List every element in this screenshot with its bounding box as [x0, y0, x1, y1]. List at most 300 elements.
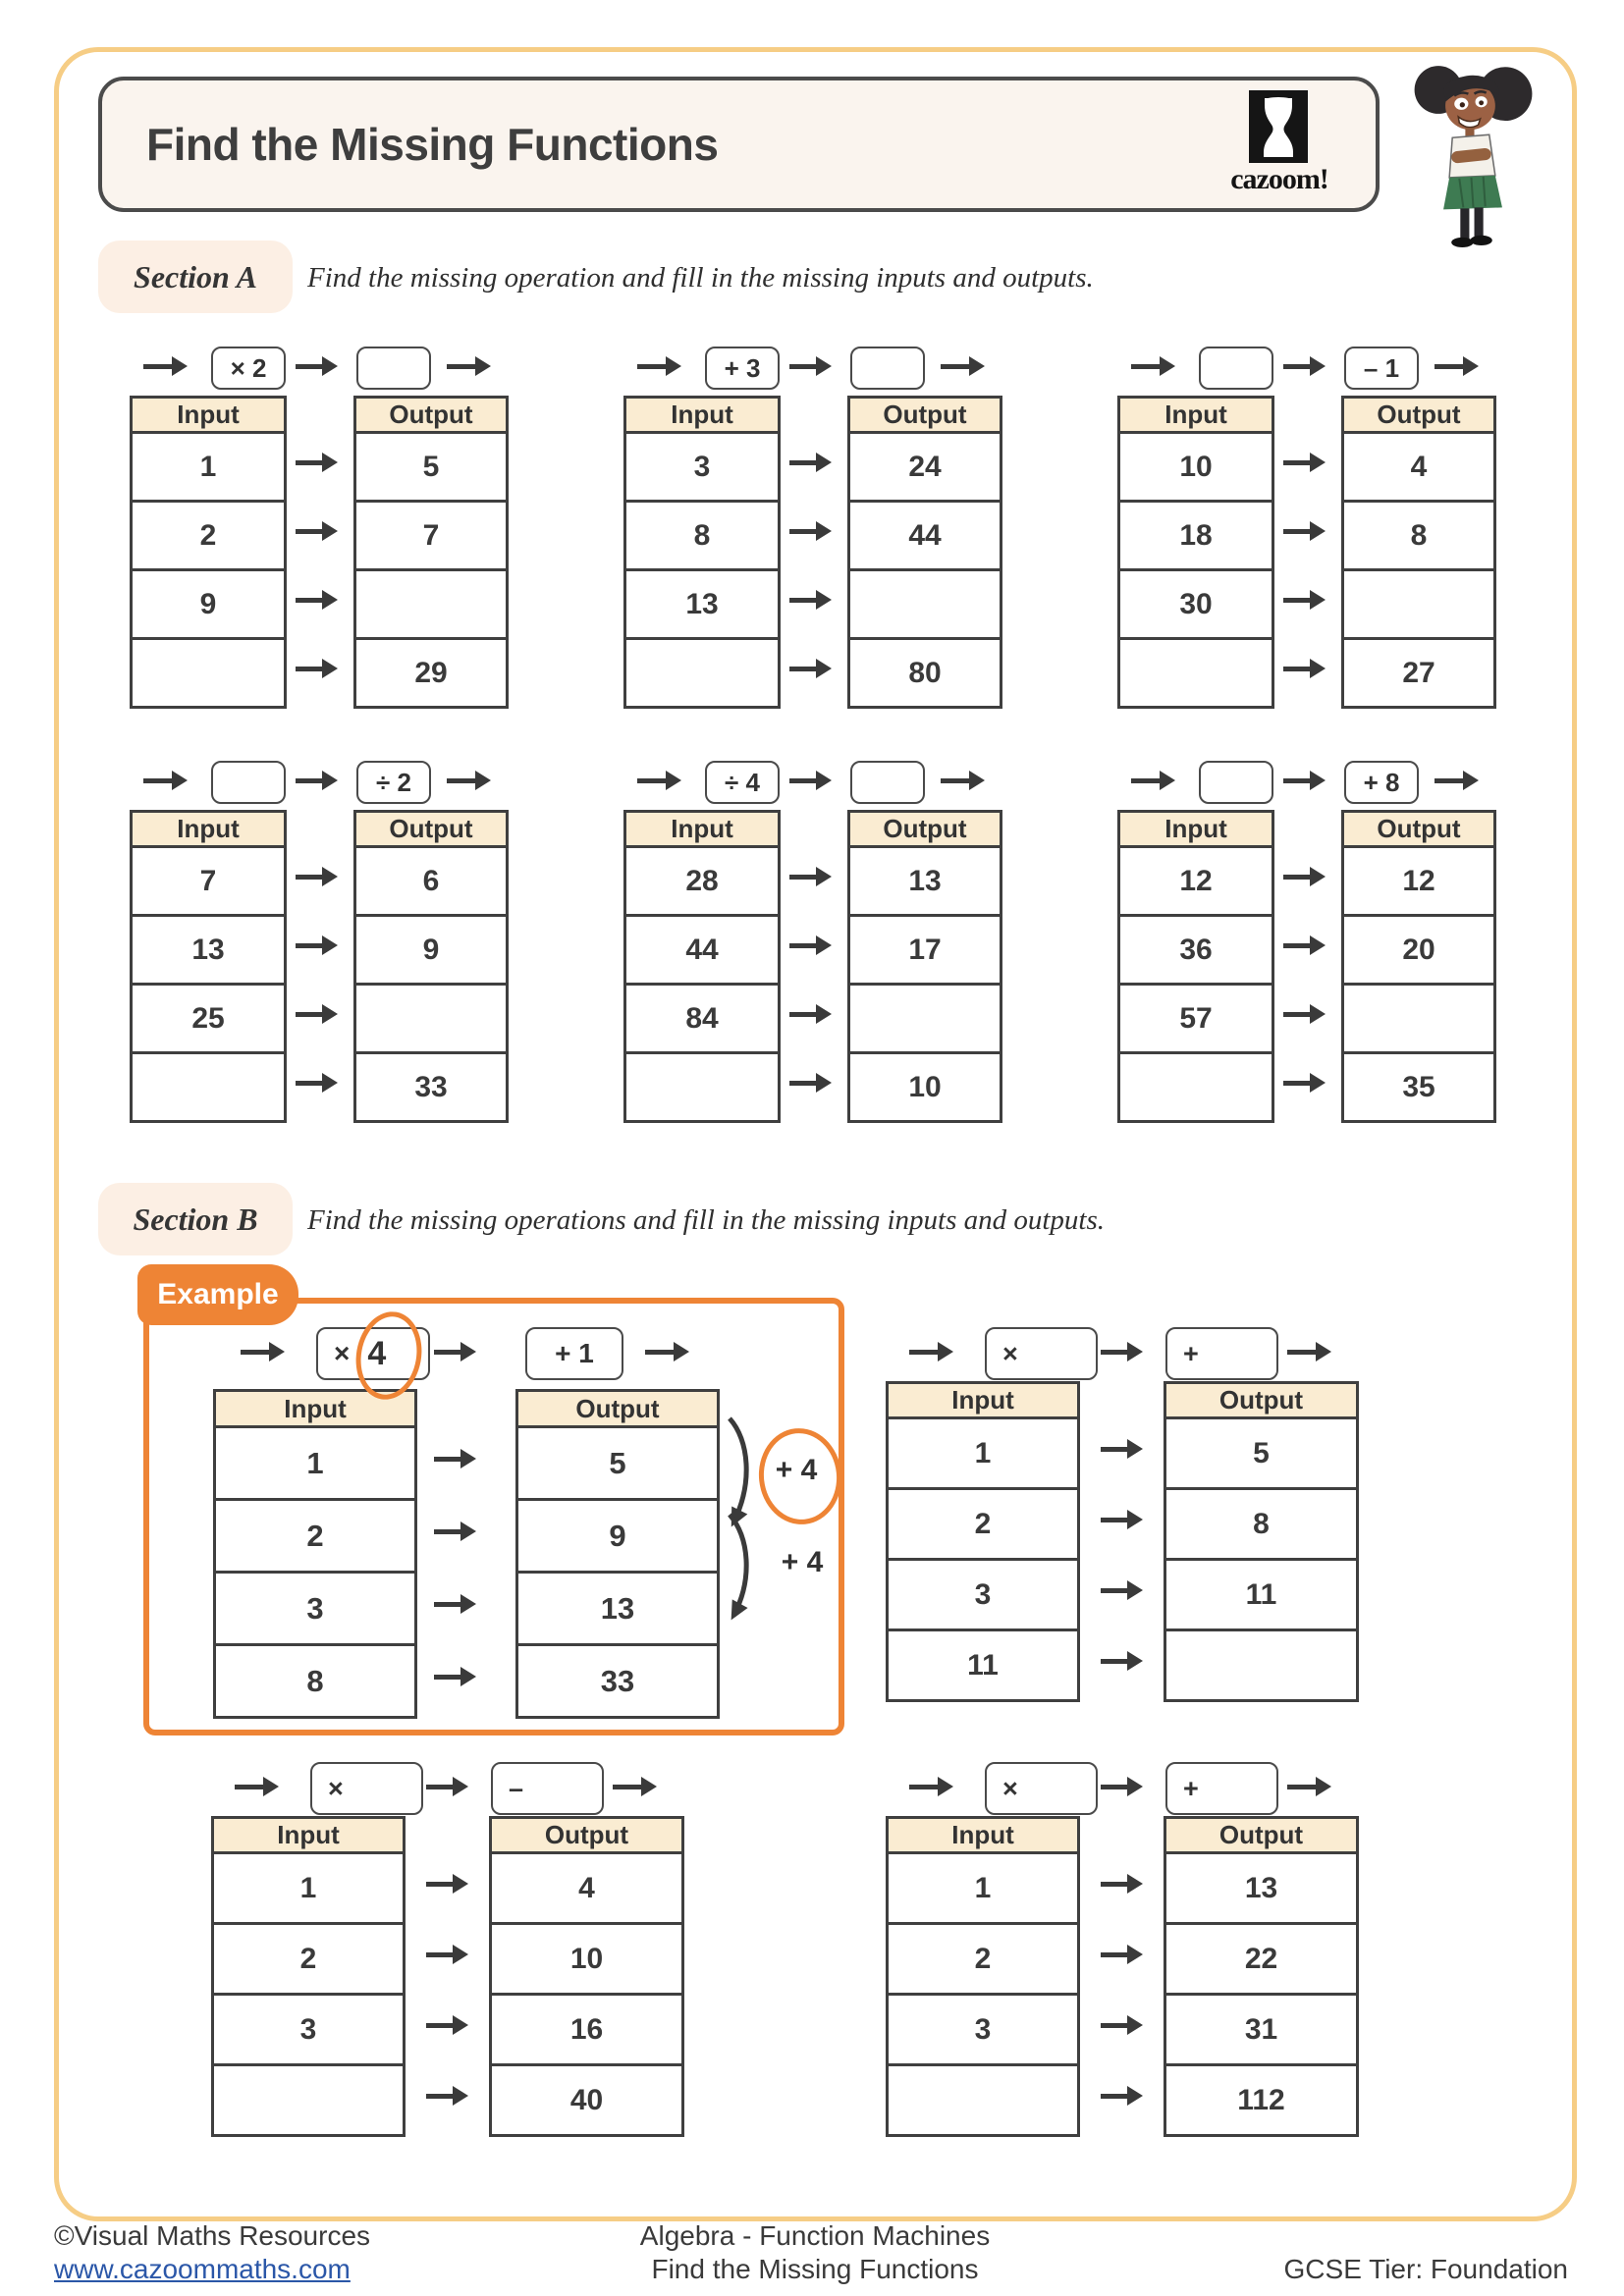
cazoom-logo-text: cazoom!: [1230, 163, 1328, 195]
row-arrow: [789, 1012, 817, 1017]
input-cell: [889, 1558, 1077, 1629]
cell-value: 36: [1179, 933, 1213, 966]
cell-value: 25: [191, 1001, 225, 1035]
flow-arrow: [1287, 1785, 1317, 1789]
row-arrow: [1283, 875, 1311, 880]
flow-arrow: [637, 778, 667, 783]
flow-arrow: [296, 364, 323, 369]
input-cell: [133, 431, 284, 500]
cell-value: 8: [693, 518, 711, 552]
operation-label: ×: [328, 1773, 344, 1803]
difference-label: + 4: [775, 1454, 818, 1486]
input-table: [130, 396, 287, 709]
row-arrow: [296, 875, 323, 880]
output-cell: [1344, 845, 1493, 914]
output-cell: [1344, 500, 1493, 568]
cell-value: 13: [191, 933, 225, 966]
cell-value: 9: [422, 933, 440, 966]
output-table: [353, 810, 509, 1123]
operation-label: + 1: [555, 1338, 594, 1368]
input-table: [623, 396, 781, 709]
example-function-machine: [213, 1327, 846, 1723]
cell-value: 7: [199, 864, 217, 897]
footer-sheet-title: Find the Missing Functions: [651, 2254, 979, 2284]
cell-value: 10: [1179, 450, 1213, 483]
row-arrow: [434, 1602, 461, 1607]
output-cell: [1166, 1487, 1356, 1558]
cell-value: 57: [1179, 1001, 1213, 1035]
output-table: [515, 1389, 720, 1719]
input-table-header: Input: [889, 1384, 1077, 1416]
title-box: [98, 77, 1380, 212]
cell-value: 11: [967, 1648, 999, 1682]
output-cell: [356, 845, 506, 914]
operation-box[interactable]: [211, 761, 286, 804]
cell-value: 8: [306, 1663, 324, 1698]
input-table-header: Input: [133, 813, 284, 845]
output-table-header: Output: [518, 1392, 717, 1425]
row-arrow: [426, 2023, 454, 2028]
row-arrow: [1283, 1012, 1311, 1017]
output-table-header: Output: [492, 1819, 681, 1851]
row-arrow: [296, 598, 323, 603]
flow-arrow: [1131, 364, 1161, 369]
cell-value: 1: [199, 450, 217, 483]
flow-arrow: [1131, 778, 1161, 783]
row-arrow: [1283, 943, 1311, 948]
handwritten-answer: 4: [367, 1334, 387, 1372]
flow-arrow: [296, 778, 323, 783]
input-cell[interactable]: [133, 1051, 284, 1120]
cazoom-logo-icon: [1249, 90, 1308, 163]
input-cell: [133, 500, 284, 568]
row-arrow: [1283, 667, 1311, 671]
cell-value: 29: [414, 656, 448, 689]
function-machine: [130, 758, 513, 1127]
operation-label: –: [509, 1773, 524, 1803]
input-cell[interactable]: [1120, 637, 1272, 706]
operation-box[interactable]: [1199, 347, 1273, 390]
cell-value: 30: [1179, 587, 1213, 620]
input-cell: [216, 1498, 414, 1571]
section-a-label: Section A: [98, 240, 293, 313]
row-arrow: [296, 667, 323, 671]
output-cell: [356, 914, 506, 983]
cell-value: 18: [1179, 518, 1213, 552]
cell-value: 5: [1253, 1436, 1270, 1469]
input-cell: [216, 1425, 414, 1498]
output-cell: [850, 500, 1000, 568]
input-cell: [626, 845, 778, 914]
operation-box[interactable]: [985, 1762, 1098, 1815]
output-cell: [1166, 1993, 1356, 2063]
input-table: [130, 810, 287, 1123]
cell-value: 5: [609, 1445, 626, 1480]
flow-arrow: [143, 364, 173, 369]
output-table: [1164, 1816, 1359, 2137]
flow-arrow: [645, 1350, 675, 1355]
cell-value: 8: [1410, 518, 1428, 552]
operation-box: [1344, 761, 1419, 804]
input-table: [211, 1816, 406, 2137]
output-table: [847, 810, 1002, 1123]
cell-value: 9: [609, 1518, 626, 1553]
function-machine: [623, 758, 1006, 1127]
function-machine: [623, 344, 1006, 713]
row-arrow: [1101, 1588, 1128, 1593]
cell-value: 31: [1244, 2012, 1278, 2046]
cell-value: 8: [1253, 1507, 1270, 1540]
flow-arrow: [241, 1350, 270, 1355]
cell-value: 10: [569, 1942, 604, 1975]
cell-value: 22: [1244, 1942, 1278, 1975]
cell-value: 3: [974, 1577, 992, 1611]
output-table-header: Output: [356, 813, 506, 845]
input-cell[interactable]: [626, 1051, 778, 1120]
operation-label: – 1: [1363, 352, 1400, 383]
operation-box[interactable]: [850, 761, 925, 804]
operation-box[interactable]: [356, 347, 431, 390]
cell-value: 3: [306, 1590, 324, 1626]
flow-arrow: [434, 1350, 461, 1355]
row-arrow: [434, 1529, 461, 1534]
output-cell: [492, 1993, 681, 2063]
output-cell: [518, 1571, 717, 1643]
operation-box: [705, 761, 780, 804]
cell-value: 2: [306, 1518, 324, 1553]
cell-value: 35: [1402, 1070, 1435, 1103]
flow-arrow: [909, 1785, 939, 1789]
output-table: [847, 396, 1002, 709]
input-cell: [133, 568, 284, 637]
row-arrow: [426, 1952, 454, 1957]
output-cell: [356, 1051, 506, 1120]
row-arrow: [426, 1882, 454, 1887]
flow-arrow: [613, 1785, 642, 1789]
flow-arrow: [941, 364, 970, 369]
output-table-header: Output: [850, 813, 1000, 845]
footer-tier: GCSE Tier: Foundation: [1283, 2254, 1568, 2284]
output-cell: [518, 1498, 717, 1571]
cell-value: 4: [578, 1871, 595, 1904]
row-arrow: [296, 460, 323, 465]
operation-box[interactable]: [310, 1762, 423, 1815]
cell-value: 12: [1179, 864, 1213, 897]
cell-value: 33: [414, 1070, 448, 1103]
row-arrow: [1101, 1952, 1128, 1957]
input-table: [1117, 810, 1274, 1123]
operation-label: ×: [334, 1338, 351, 1368]
output-table: [1341, 810, 1496, 1123]
row-arrow: [296, 529, 323, 534]
row-arrow: [434, 1675, 461, 1680]
output-cell: [356, 431, 506, 500]
cell-value: 84: [685, 1001, 719, 1035]
input-cell: [889, 1851, 1077, 1922]
row-arrow: [296, 1012, 323, 1017]
output-cell: [850, 431, 1000, 500]
input-table: [1117, 396, 1274, 709]
input-table-header: Input: [133, 399, 284, 431]
operation-box: [356, 761, 431, 804]
operation-box[interactable]: [1165, 1762, 1278, 1815]
output-cell: [1166, 1851, 1356, 1922]
input-table-header: Input: [214, 1819, 403, 1851]
output-cell[interactable]: [1166, 1629, 1356, 1699]
cell-value: 2: [974, 1942, 992, 1975]
cell-value: 1: [974, 1436, 992, 1469]
flow-arrow: [1101, 1350, 1128, 1355]
output-table: [1341, 396, 1496, 709]
cell-value: 11: [1245, 1577, 1277, 1611]
row-arrow: [1283, 598, 1311, 603]
row-arrow: [789, 943, 817, 948]
row-arrow: [296, 1081, 323, 1086]
input-table: [886, 1816, 1080, 2137]
cell-value: 16: [569, 2012, 604, 2046]
output-cell[interactable]: [1344, 568, 1493, 637]
cell-value: 13: [1244, 1871, 1278, 1904]
input-cell[interactable]: [889, 2063, 1077, 2134]
cell-value: 3: [693, 450, 711, 483]
input-cell: [626, 500, 778, 568]
function-machine: [130, 344, 513, 713]
row-arrow: [1101, 2023, 1128, 2028]
operation-box[interactable]: [1199, 761, 1273, 804]
input-table-header: Input: [216, 1392, 414, 1425]
flow-arrow: [1287, 1350, 1317, 1355]
cell-value: 13: [908, 864, 942, 897]
difference-annotations: [720, 1389, 849, 1723]
output-cell: [1344, 431, 1493, 500]
input-cell: [1120, 431, 1272, 500]
input-table: [886, 1381, 1080, 1702]
flow-arrow: [1435, 364, 1464, 369]
output-table-header: Output: [356, 399, 506, 431]
student-character-illustration: [1410, 54, 1536, 248]
output-cell: [1344, 1051, 1493, 1120]
output-cell[interactable]: [850, 568, 1000, 637]
output-cell: [492, 2063, 681, 2134]
output-cell: [492, 1922, 681, 1993]
footer-topic: Algebra - Function Machines: [639, 2220, 991, 2251]
output-table: [489, 1816, 684, 2137]
input-cell: [1120, 914, 1272, 983]
operation-box: [525, 1327, 623, 1380]
cell-value: 6: [422, 864, 440, 897]
input-cell: [626, 983, 778, 1051]
output-cell: [492, 1851, 681, 1922]
operation-label: ×: [1002, 1773, 1018, 1803]
cell-value: 1: [306, 1445, 324, 1480]
cell-value: 9: [199, 587, 217, 620]
row-arrow: [1101, 2094, 1128, 2099]
operation-box[interactable]: [850, 347, 925, 390]
output-cell: [850, 637, 1000, 706]
output-cell: [850, 914, 1000, 983]
cell-value: 7: [422, 518, 440, 552]
input-table-header: Input: [626, 813, 778, 845]
row-arrow: [789, 667, 817, 671]
flow-arrow: [789, 364, 817, 369]
cell-value: 28: [685, 864, 719, 897]
cell-value: 12: [1402, 864, 1435, 897]
page-title: Find the Missing Functions: [146, 119, 719, 170]
operation-box[interactable]: [491, 1762, 604, 1815]
input-cell: [889, 1629, 1077, 1699]
operation-box: [1344, 347, 1419, 390]
cell-value: 2: [199, 518, 217, 552]
output-cell[interactable]: [356, 568, 506, 637]
output-cell: [1344, 637, 1493, 706]
flow-arrow: [789, 778, 817, 783]
row-arrow: [789, 460, 817, 465]
input-cell[interactable]: [626, 637, 778, 706]
cell-value: 20: [1402, 933, 1435, 966]
flow-arrow: [426, 1785, 454, 1789]
cell-value: 10: [908, 1070, 942, 1103]
difference-label: + 4: [781, 1546, 824, 1578]
flow-arrow: [1283, 778, 1311, 783]
flow-arrow: [1435, 778, 1464, 783]
cell-value: 2: [299, 1942, 317, 1975]
output-table-header: Output: [1344, 813, 1493, 845]
input-cell: [214, 1851, 403, 1922]
input-cell: [1120, 983, 1272, 1051]
output-cell: [356, 637, 506, 706]
row-arrow: [296, 943, 323, 948]
input-cell: [133, 983, 284, 1051]
operation-label: ×: [1002, 1338, 1018, 1368]
example-tab: Example: [137, 1264, 298, 1325]
cell-value: 2: [974, 1507, 992, 1540]
operation-label: + 3: [724, 352, 761, 383]
operation-label: × 2: [230, 352, 267, 383]
output-table-header: Output: [1166, 1819, 1356, 1851]
function-machine: [886, 1760, 1362, 2141]
output-cell[interactable]: [850, 983, 1000, 1051]
cell-value: 13: [685, 587, 719, 620]
flow-arrow: [447, 778, 476, 783]
function-machine: [1117, 344, 1500, 713]
function-machine: [886, 1325, 1362, 1706]
operation-box[interactable]: [1165, 1327, 1278, 1380]
input-cell: [216, 1643, 414, 1716]
row-arrow: [1101, 1882, 1128, 1887]
input-cell: [1120, 845, 1272, 914]
input-cell: [216, 1571, 414, 1643]
footer-website-link[interactable]: www.cazoommaths.com: [54, 2254, 351, 2284]
input-cell: [626, 568, 778, 637]
cell-value: 44: [908, 518, 942, 552]
output-table-header: Output: [1344, 399, 1493, 431]
row-arrow: [789, 1081, 817, 1086]
operation-box: [211, 347, 286, 390]
input-cell: [214, 1922, 403, 1993]
input-table: [623, 810, 781, 1123]
input-table-header: Input: [626, 399, 778, 431]
output-table-header: Output: [1166, 1384, 1356, 1416]
section-b-label: Section B: [98, 1183, 293, 1255]
cell-value: 27: [1402, 656, 1435, 689]
input-cell: [214, 1993, 403, 2063]
row-arrow: [426, 2094, 454, 2099]
input-table-header: Input: [889, 1819, 1077, 1851]
flow-arrow: [447, 364, 476, 369]
output-cell: [518, 1425, 717, 1498]
cell-value: 40: [569, 2083, 604, 2116]
row-arrow: [1283, 529, 1311, 534]
input-cell: [133, 845, 284, 914]
input-cell: [626, 914, 778, 983]
cell-value: 5: [422, 450, 440, 483]
input-cell: [889, 1993, 1077, 2063]
output-cell: [1344, 914, 1493, 983]
input-cell: [889, 1487, 1077, 1558]
operation-label: ÷ 2: [376, 767, 411, 797]
function-machine: [211, 1760, 687, 2141]
output-cell: [1166, 1922, 1356, 1993]
row-arrow: [789, 529, 817, 534]
row-arrow: [434, 1457, 461, 1462]
input-cell: [626, 431, 778, 500]
output-cell[interactable]: [1344, 983, 1493, 1051]
input-cell[interactable]: [133, 637, 284, 706]
cell-value: 3: [974, 2012, 992, 2046]
cell-value: 13: [600, 1590, 635, 1626]
operation-box: [705, 347, 780, 390]
flow-arrow: [1283, 364, 1311, 369]
flow-arrow: [143, 778, 173, 783]
input-table: [213, 1389, 417, 1719]
cell-value: 1: [299, 1871, 317, 1904]
cell-value: 17: [908, 933, 942, 966]
input-table-header: Input: [1120, 399, 1272, 431]
output-table-header: Output: [850, 399, 1000, 431]
operation-box[interactable]: [985, 1327, 1098, 1380]
row-arrow: [789, 598, 817, 603]
output-cell[interactable]: [356, 983, 506, 1051]
cell-value: 1: [974, 1871, 992, 1904]
section-b-instruction: Find the missing operations and fill in the missing inputs and outputs.: [307, 1204, 1106, 1236]
input-cell[interactable]: [214, 2063, 403, 2134]
flow-arrow: [941, 778, 970, 783]
flow-arrow: [235, 1785, 264, 1789]
input-cell[interactable]: [1120, 1051, 1272, 1120]
output-cell: [850, 845, 1000, 914]
cell-value: 44: [685, 933, 719, 966]
row-arrow: [1101, 1518, 1128, 1522]
row-arrow: [1101, 1447, 1128, 1452]
cell-value: 24: [908, 450, 942, 483]
row-arrow: [789, 875, 817, 880]
output-cell: [518, 1643, 717, 1716]
input-cell: [1120, 500, 1272, 568]
output-cell: [1166, 1416, 1356, 1487]
operation-label: +: [1183, 1338, 1199, 1368]
flow-arrow: [909, 1350, 939, 1355]
operation-label: + 8: [1363, 767, 1400, 797]
flow-arrow: [1101, 1785, 1128, 1789]
cell-value: 3: [299, 2012, 317, 2046]
input-cell: [1120, 568, 1272, 637]
output-table: [353, 396, 509, 709]
input-cell: [133, 914, 284, 983]
operation-label: +: [1183, 1773, 1199, 1803]
cell-value: 4: [1410, 450, 1428, 483]
footer-copyright: ©Visual Maths Resources: [54, 2220, 371, 2251]
flow-arrow: [637, 364, 667, 369]
